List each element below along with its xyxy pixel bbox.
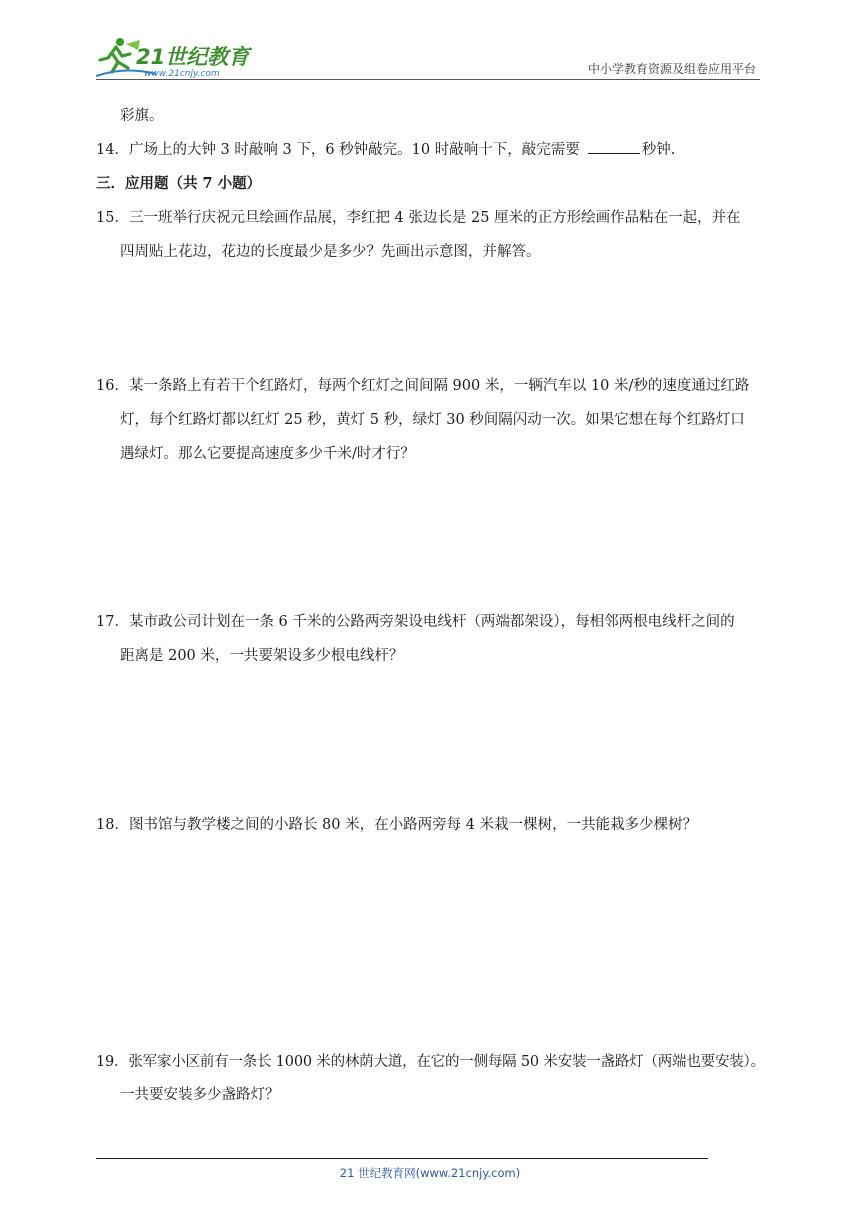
question-15 — [96, 208, 741, 228]
logo-url-text: www.21cnjy.com — [144, 69, 220, 78]
question-15-line-2: 四周贴上花边，花边的长度最少是多少？先画出示意图，并解答。 — [120, 244, 541, 260]
question-number: 19． — [96, 1054, 129, 1070]
question-text: 张军家小区前有一条长 1000 米的林荫大道，在它的一侧每隔 50 米安装一盏路灯（两端也要安装）。 — [128, 1054, 765, 1070]
footer-link[interactable]: 21 世纪教育网(www.21cnjy.com) — [339, 1166, 521, 1180]
question-13-tail: 彩旗。 — [120, 108, 164, 124]
question-number: 15． — [96, 210, 129, 226]
question-text: 某一条路上有若干个红路灯，每两个红灯之间间隔 900 米，一辆汽车以 10 米/秒的速度通过红路 — [128, 378, 750, 394]
question-19-line-2: 一共要安装多少盏路灯？ — [120, 1087, 280, 1103]
logo-text: 21世纪教育 — [136, 45, 250, 69]
question-text: 图书馆与教学楼之间的小路长 80 米，在小路两旁每 4 米栽一棵树，一共能栽多少棵树？ — [128, 817, 698, 833]
question-number: 14． — [96, 142, 129, 158]
site-logo[interactable] — [96, 36, 256, 78]
platform-title: 中小学教育资源及组卷应用平台 — [587, 62, 756, 76]
footer-divider — [96, 1158, 708, 1159]
question-number: 18． — [96, 817, 129, 833]
question-17 — [96, 612, 735, 632]
question-text: 某市政公司计划在一条 6 千米的公路两旁架设电线杆（两端都架设），每相邻两根电线杆之间的 — [128, 614, 735, 630]
question-18 — [96, 815, 697, 835]
question-number: 17． — [96, 614, 129, 630]
question-16 — [96, 376, 749, 396]
question-19 — [96, 1052, 765, 1072]
question-16-line-2: 灯，每个红路灯都以红灯 25 秒，黄灯 5 秒，绿灯 30 秒间隔闪动一次。如果它想在每个红路灯口 — [120, 412, 745, 428]
runner-logo-icon — [96, 36, 256, 78]
answer-blank[interactable] — [588, 140, 640, 154]
question-text: 三一班举行庆祝元旦绘画作品展，李红把 4 张边长是 25 厘米的正方形绘画作品粘在一起，并在 — [128, 210, 741, 226]
question-text: 广场上的大钟 3 时敲响 3 下，6 秒钟敲完。10 时敲响十下，敲完需要 — [128, 142, 580, 158]
header-divider — [96, 79, 760, 80]
question-14 — [96, 140, 675, 160]
question-16-line-3: 遇绿灯。那么它要提高速度多少千米/时才行？ — [120, 446, 415, 462]
question-number: 16． — [96, 378, 129, 394]
section-heading: 三．应用题（共 7 小题） — [96, 175, 262, 192]
question-17-line-2: 距离是 200 米，一共要架设多少根电线杆？ — [120, 648, 404, 664]
question-text-end: 秒钟. — [641, 142, 676, 158]
